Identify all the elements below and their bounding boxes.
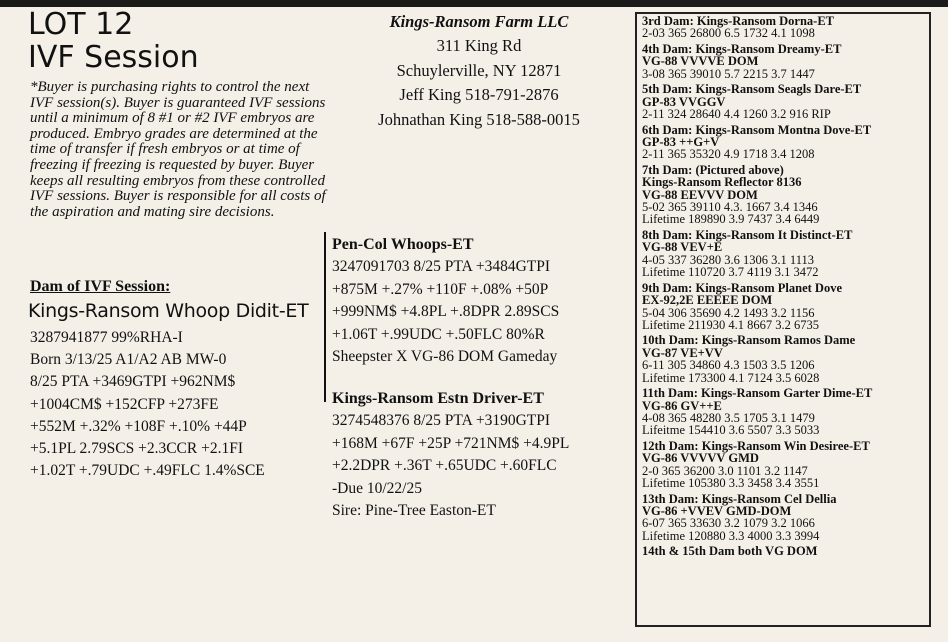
pedigree-dam-title: 13th Dam: Kings-Ransom Cel Dellia (642, 491, 837, 506)
sire-line: Sire: Pine-Tree Easton-ET (332, 502, 496, 520)
dam-name: Kings-Ransom Whoop Didit-ET (28, 300, 309, 322)
sire-line: 3247091703 8/25 PTA +3484GTPI (332, 258, 551, 276)
pedigree-dam-record: 5-04 306 35690 4.2 1493 3.2 1156 (642, 305, 815, 320)
farm-name: Kings-Ransom Farm LLC (389, 12, 569, 31)
pedigree-dam-record: 4-08 365 48280 3.5 1705 3.1 1479 (642, 410, 815, 425)
pedigree-dam-record: Lifetime 211930 4.1 8667 3.2 6735 (642, 317, 819, 332)
pedigree-dam-entry (642, 229, 932, 279)
sire-line: +875M +.27% +110F +.08% +50P (332, 280, 549, 298)
top-border (0, 0, 948, 7)
sire-line: +2.2DPR +.36T +.65UDC +.60FLC (332, 457, 557, 475)
sire-line: +999NM$ +4.8PL +.8DPR 2.89SCS (332, 303, 560, 321)
pedigree-dam-classification: VG-86 +VVEV GMD-DOM (642, 503, 792, 518)
sire-line: +168M +67F +25P +721NM$ +4.9PL (332, 434, 570, 452)
pedigree-list (642, 15, 932, 558)
pedigree-dam-record: Lifeitme 154410 3.6 5507 3.3 5033 (642, 423, 820, 438)
dam-line: +5.1PL 2.79SCS +2.3CCR +2.1FI (30, 440, 243, 458)
pedigree-dam-entry (642, 282, 932, 332)
pedigree-dam-record: 3-08 365 39010 5.7 2215 3.7 1447 (642, 66, 815, 81)
pedigree-dam-classification: VG-87 VE+VV (642, 345, 723, 360)
farm-phone-line: Johnathan King 518-588-0015 (378, 109, 580, 129)
pedigree-dam-title: 3rd Dam: Kings-Ransom Dorna-ET (642, 14, 835, 28)
sire-line: 3274548376 8/25 PTA +3190GTPI (332, 412, 551, 430)
pedigree-dam-classification: VG-86 VVVVV GMD (642, 451, 759, 466)
pedigree-dam-classification: Kings-Ransom Reflector 8136 (642, 175, 802, 190)
pedigree-dam-entry (642, 387, 932, 437)
pedigree-dam-classification: GP-83 ++G+V (642, 134, 720, 149)
pedigree-dam-classification: EX-92,2E EEEEE DOM (642, 293, 773, 308)
pedigree-dam-record: 6-11 305 34860 4.3 1503 3.5 1206 (642, 358, 815, 373)
pedigree-dam-entry (642, 493, 932, 543)
pedigree-dam-entry (642, 164, 932, 226)
pedigree-dam-record: 2-03 365 26800 6.5 1732 4.1 1098 (642, 26, 815, 41)
pedigree-dam-classification: VG-88 VVVVE DOM (642, 54, 759, 69)
dam-line: +1.02T +.79UDC +.49FLC 1.4%SCE (30, 462, 265, 480)
sire-line: -Due 10/22/25 (332, 479, 422, 497)
pedigree-dam-classification: VG-88 EEVVV DOM (642, 187, 758, 202)
pedigree-dam-entry (642, 334, 932, 384)
pedigree-dam-entry (642, 440, 932, 490)
ivf-terms-text: *Buyer is purchasing rights to control the next IVF session(s). Buyer is guaranteed IVF sessions until a minimum of 8 #1 or #2 IVF embryos are produced. Embryo grades are determined at the time of transfer if fresh embryos or at time of freezing if freezing is requested by buyer. Buyer keeps all resulting embryos from these controlled IVF sessions. Buyer is responsible for all costs of the aspiration and mating sire decisions. (30, 79, 326, 220)
pedigree-dam-title: 9th Dam: Kings-Ransom Planet Dove (642, 280, 842, 295)
farm-address-line: 311 King Rd (436, 36, 522, 56)
pedigree-dam-classification: VG-86 GV++E (642, 398, 722, 413)
farm-phone-line: Jeff King 518-791-2876 (399, 85, 559, 105)
sire-name: Kings-Ransom Estn Driver-ET (332, 390, 544, 407)
dam-line: Born 3/13/25 A1/A2 AB MW-0 (30, 351, 227, 369)
dam-line: +552M +.32% +108F +.10% +44P (30, 417, 247, 435)
pedigree-dam-record: 6-07 365 33630 3.2 1079 3.2 1066 (642, 516, 815, 531)
sire-block-1 (332, 234, 632, 368)
pedigree-dam-record: 5-02 365 39110 4.3. 1667 3.4 1346 (642, 200, 818, 215)
pedigree-dam-record: 2-11 324 28640 4.4 1260 3.2 916 RIP (642, 107, 831, 122)
dam-heading: Dam of IVF Session: (30, 278, 171, 295)
dam-details (30, 327, 330, 482)
pedigree-dam-entry (642, 15, 932, 40)
pedigree-dam-title: 10th Dam: Kings-Ransom Ramos Dame (642, 333, 856, 348)
lot-number: LOT 12 (28, 7, 134, 42)
farm-contact-block (348, 10, 610, 132)
pedigree-dam-record: Lifetime 110720 3.7 4119 3.1 3472 (642, 265, 819, 280)
pedigree-dam-record: Lifetime 105380 3.3 3458 3.4 3551 (642, 476, 820, 491)
pedigree-dam-entry (642, 124, 932, 161)
pedigree-dam-title: 12th Dam: Kings-Ransom Win Desiree-ET (642, 438, 870, 453)
sire-block-2 (332, 388, 632, 522)
dam-line: 8/25 PTA +3469GTPI +962NM$ (30, 373, 236, 391)
pedigree-dam-title: 8th Dam: Kings-Ransom It Distinct-ET (642, 227, 853, 242)
sire-name: Pen-Col Whoops-ET (332, 236, 474, 253)
lot-title (28, 8, 328, 74)
pedigree-dam-record: Lifetime 173300 4.1 7124 3.5 6028 (642, 370, 820, 385)
sire-line: Sheepster X VG-86 DOM Gameday (332, 348, 558, 366)
pedigree-dam-title: 5th Dam: Kings-Ransom Seagls Dare-ET (642, 82, 862, 97)
pedigree-dam-record: 2-11 365 35320 4.9 1718 3.4 1208 (642, 147, 815, 162)
pedigree-dam-title: 11th Dam: Kings-Ransom Garter Dime-ET (642, 386, 873, 401)
pedigree-dam-classification: VG-88 VEV+E (642, 240, 723, 255)
pedigree-dam-record: 2-0 365 36200 3.0 1101 3.2 1147 (642, 463, 808, 478)
pedigree-dam-record: Lifetime 120880 3.3 4000 3.3 3994 (642, 528, 820, 543)
dam-line: +1004CM$ +152CFP +273FE (30, 395, 219, 413)
pedigree-dam-title: 6th Dam: Kings-Ransom Montna Dove-ET (642, 122, 872, 137)
pedigree-dam-record: 4-05 337 36280 3.6 1306 3.1 1113 (642, 252, 814, 267)
pedigree-dam-record: Lifetime 189890 3.9 7437 3.4 6449 (642, 212, 820, 227)
farm-address-line: Schuylerville, NY 12871 (396, 60, 562, 80)
dam-line: 3287941877 99%RHA-I (30, 329, 183, 346)
lot-subtitle: IVF Session (28, 40, 199, 75)
pedigree-dam-title: 7th Dam: (Pictured above) (642, 162, 784, 177)
sire-line: +1.06T +.99UDC +.50FLC 80%R (332, 325, 545, 343)
pedigree-dam-entry (642, 43, 932, 80)
dam-entries (642, 15, 932, 542)
pedigree-footer: 14th & 15th Dam both VG DOM (642, 544, 818, 559)
sire-divider (324, 232, 326, 402)
pedigree-dam-title: 4th Dam: Kings-Ransom Dreamy-ET (642, 41, 842, 56)
pedigree-dam-classification: GP-83 VVGGV (642, 94, 726, 109)
pedigree-dam-entry (642, 83, 932, 120)
